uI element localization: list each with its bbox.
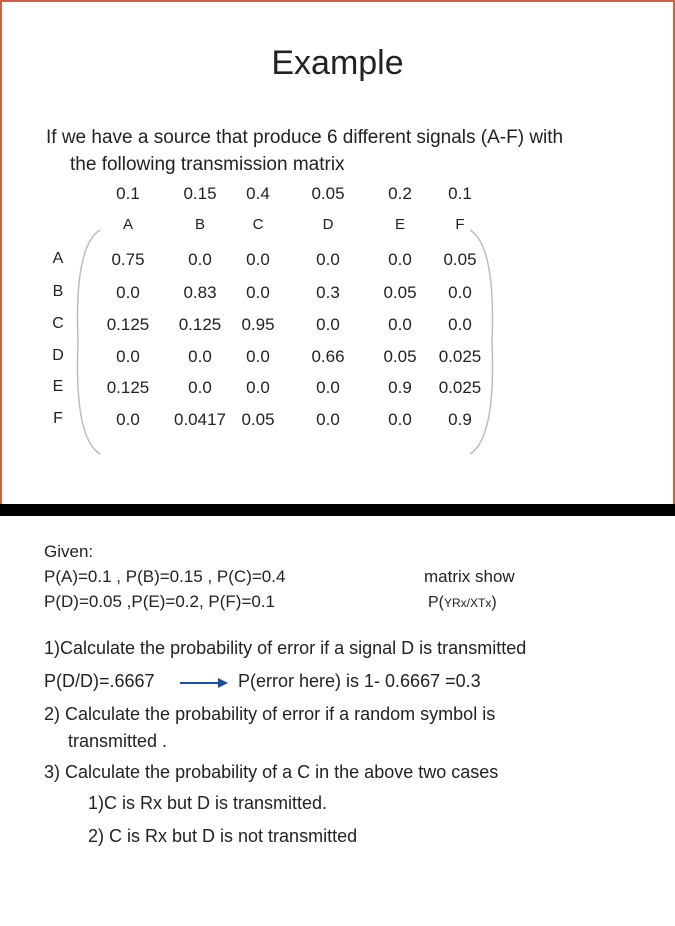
matrix-cell: 0.3	[316, 283, 340, 302]
slide-divider	[0, 504, 675, 516]
matrix-show-label: matrix show	[424, 567, 515, 586]
matrix-cell: 0.0	[116, 410, 140, 429]
matrix-cell: 0.75	[111, 250, 145, 269]
question-2-line-1: 2) Calculate the probability of error if a random symbol is	[44, 704, 496, 724]
matrix-cell: 0.025	[438, 347, 482, 366]
column-header: F	[455, 216, 465, 233]
matrix-cell: 0.025	[438, 378, 482, 397]
given-label: Given:	[44, 542, 94, 561]
source-probability: 0.4	[246, 184, 270, 203]
row-header: C	[52, 315, 64, 332]
matrix-cell: 0.0	[388, 250, 412, 269]
slide-title: Example	[271, 44, 404, 82]
matrix-cell: 0.0	[188, 250, 212, 269]
matrix-cell: 0.05	[383, 283, 417, 302]
matrix-cell: 0.0	[388, 315, 412, 334]
matrix-cell: 0.9	[448, 410, 472, 429]
column-header: A	[122, 216, 133, 233]
arrow-right-icon	[178, 676, 230, 690]
matrix-cell: 0.83	[183, 283, 217, 302]
row-header: F	[53, 410, 63, 427]
source-probability: 0.05	[311, 184, 345, 203]
matrix-cell: 0.0	[246, 378, 270, 397]
source-probability: 0.2	[388, 184, 412, 203]
intro-text	[46, 124, 646, 178]
matrix-cell: 0.0	[188, 347, 212, 366]
matrix-cell: 0.0	[188, 378, 212, 397]
row-header: D	[52, 347, 64, 364]
matrix-cell: 0.05	[241, 410, 275, 429]
matrix-cell: 0.0	[316, 250, 340, 269]
question-3-case-2: 2) C is Rx but D is not transmitted	[88, 826, 358, 846]
intro-line-1: If we have a source that produce 6 different signals (A-F) with	[46, 127, 564, 148]
column-header: D	[322, 216, 334, 233]
given-line-2: P(D)=0.05 ,P(E)=0.2, P(F)=0.1	[44, 592, 276, 611]
matrix-cell: 0.0	[116, 283, 140, 302]
matrix-cell: 0.0	[316, 378, 340, 397]
question-2-line-2: transmitted .	[68, 731, 168, 751]
source-probability: 0.15	[183, 184, 217, 203]
matrix-cell: 0.66	[311, 347, 345, 366]
question-3: 3) Calculate the probability of a C in the above two cases	[44, 762, 499, 782]
matrix-cell: 0.0	[246, 250, 270, 269]
matrix-formula: P(YRx/XTx)	[428, 594, 497, 611]
source-probability: 0.1	[116, 184, 140, 203]
column-header: C	[252, 216, 264, 233]
matrix-cell: 0.0	[246, 347, 270, 366]
row-header: B	[52, 283, 64, 300]
intro-line-2: the following transmission matrix	[70, 154, 345, 175]
matrix-cell: 0.0	[388, 410, 412, 429]
source-probability: 0.1	[448, 184, 472, 203]
matrix-cell: 0.0417	[174, 410, 226, 429]
question-1: 1)Calculate the probability of error if a signal D is transmitted	[44, 638, 527, 658]
question-1-answer-right: P(error here) is 1- 0.6667 =0.3	[238, 671, 481, 691]
row-header: A	[52, 250, 64, 267]
matrix-cell: 0.125	[106, 315, 150, 334]
matrix-cell: 0.125	[106, 378, 150, 397]
matrix-cell: 0.05	[443, 250, 477, 269]
given-line-1: P(A)=0.1 , P(B)=0.15 , P(C)=0.4	[44, 567, 286, 586]
question-1-answer-left: P(D/D)=.6667	[44, 671, 155, 691]
matrix-cell: 0.0	[448, 283, 472, 302]
matrix-cell: 0.95	[241, 315, 275, 334]
matrix-cell: 0.0	[316, 410, 340, 429]
matrix-cell: 0.0	[246, 283, 270, 302]
column-header: B	[194, 216, 205, 233]
matrix-cell: 0.9	[388, 378, 412, 397]
question-3-case-1: 1)C is Rx but D is transmitted.	[88, 793, 328, 813]
matrix-cell: 0.0	[316, 315, 340, 334]
matrix-cell: 0.0	[448, 315, 472, 334]
matrix-cell: 0.0	[116, 347, 140, 366]
matrix-formula-subscripts: YRx/XTx	[444, 596, 492, 610]
column-header: E	[394, 216, 405, 233]
row-header: E	[52, 378, 64, 395]
matrix-cell: 0.05	[383, 347, 417, 366]
matrix-cell: 0.125	[178, 315, 222, 334]
